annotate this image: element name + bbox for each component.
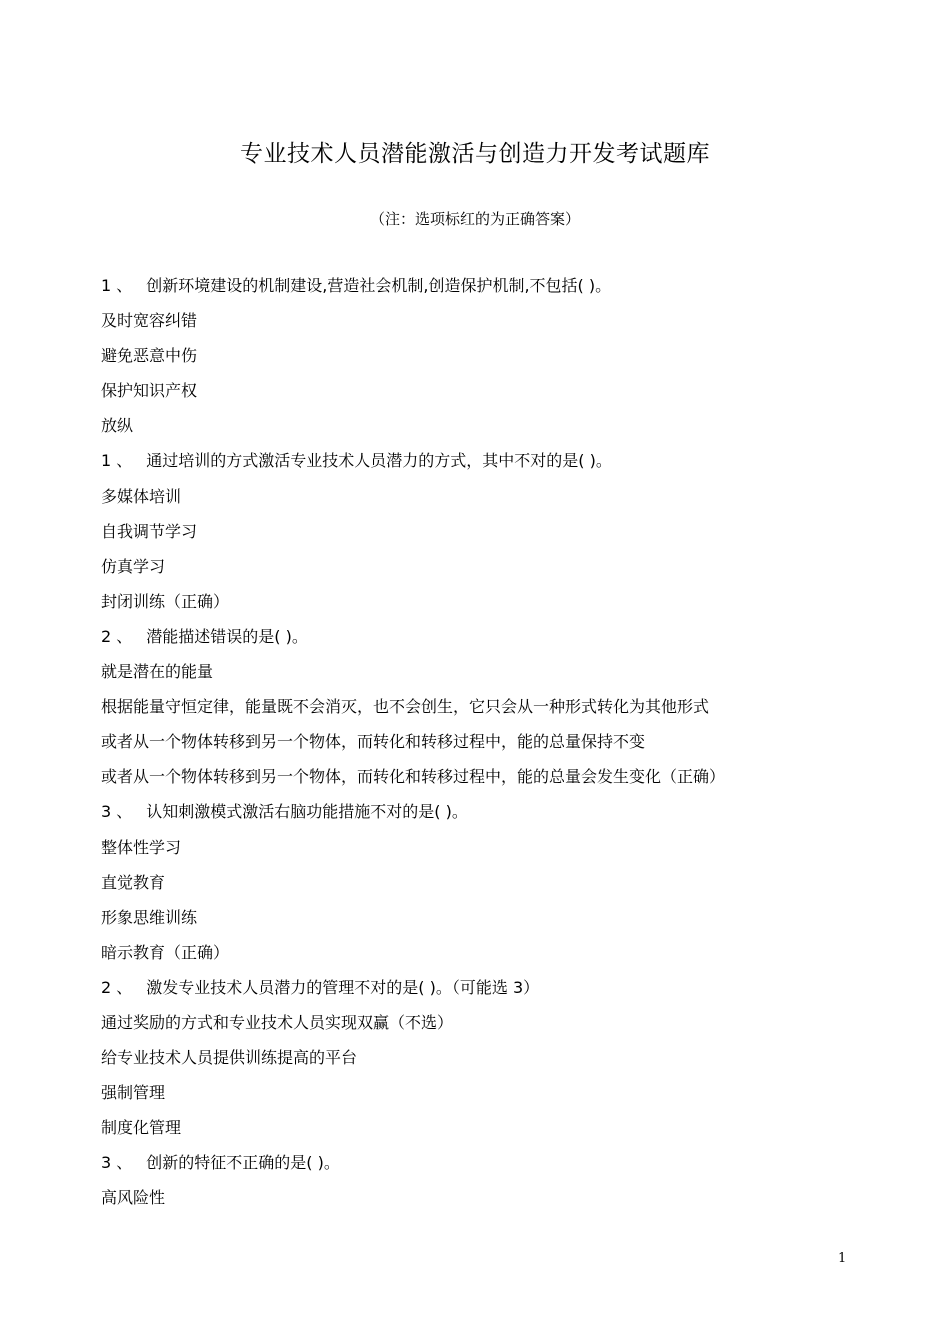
question-line <box>101 970 881 1005</box>
question-line <box>101 794 881 829</box>
question-line <box>101 268 881 303</box>
option-line: 就是潜在的能量 <box>101 662 214 682</box>
question-list <box>101 268 881 1216</box>
option-line: 通过奖励的方式和专业技术人员实现双赢（不选） <box>101 1012 454 1032</box>
option-line: 放纵 <box>101 416 134 436</box>
option-line: 根据能量守恒定律，能量既不会消灭，也不会创生，它只会从一种形式转化为其他形式 <box>101 697 710 717</box>
option-line: 及时宽容纠错 <box>101 311 198 331</box>
question-text: 认知刺激模式激活右脑功能措施不对的是( )。 <box>146 802 468 822</box>
question-number: 2 、 <box>101 626 133 646</box>
question-text: 创新环境建设的机制建设,营造社会机制,创造保护机制,不包括( )。 <box>146 276 612 295</box>
question-text: 通过培训的方式激活专业技术人员潜力的方式，其中不对的是( )。 <box>146 451 612 471</box>
option-line: 高风险性 <box>101 1188 166 1208</box>
option-line: 封闭训练（正确） <box>101 591 230 611</box>
option-line: 暗示教育（正确） <box>101 942 230 962</box>
page-number: 1 <box>838 1251 847 1266</box>
question-text: 潜能描述错误的是( )。 <box>146 626 308 646</box>
question-text: 激发专业技术人员潜力的管理不对的是( )。（可能选 3） <box>146 977 540 997</box>
option-line: 保护知识产权 <box>101 381 198 401</box>
question-text: 创新的特征不正确的是( )。 <box>146 1153 340 1173</box>
option-line: 给专业技术人员提供训练提高的平台 <box>101 1048 358 1068</box>
question-line <box>101 619 881 654</box>
option-line: 自我调节学习 <box>101 521 198 541</box>
option-line: 形象思维训练 <box>101 907 198 927</box>
question-number: 1 、 <box>101 451 133 471</box>
option-line: 强制管理 <box>101 1083 166 1103</box>
option-line: 仿真学习 <box>101 556 166 576</box>
option-line: 整体性学习 <box>101 837 182 857</box>
option-line: 直觉教育 <box>101 872 166 892</box>
option-line: 多媒体培训 <box>101 486 182 506</box>
option-line: 或者从一个物体转移到另一个物体，而转化和转移过程中，能的总量保持不变 <box>101 732 646 752</box>
question-number: 3 、 <box>101 802 133 822</box>
option-line: 制度化管理 <box>101 1118 182 1138</box>
document-title: 专业技术人员潜能激活与创造力开发考试题库 <box>240 141 710 167</box>
question-line <box>101 443 881 478</box>
option-line: 或者从一个物体转移到另一个物体，而转化和转移过程中，能的总量会发生变化（正确） <box>101 767 726 787</box>
question-line <box>101 1145 881 1180</box>
option-line: 避免恶意中伤 <box>101 346 198 366</box>
question-number: 3 、 <box>101 1153 133 1173</box>
question-number: 1 、 <box>101 276 133 295</box>
answer-note: （注：选项标红的为正确答案） <box>369 210 580 228</box>
question-number: 2 、 <box>101 977 133 997</box>
